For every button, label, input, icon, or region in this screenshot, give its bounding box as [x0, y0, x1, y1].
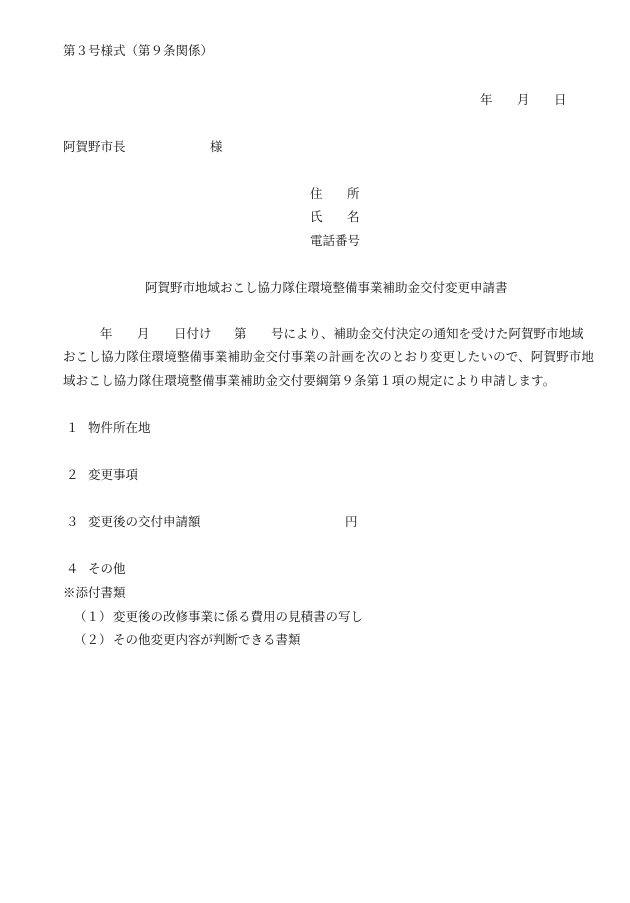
name-label-1: 氏	[310, 209, 323, 224]
address-label-1: 住	[310, 186, 323, 201]
body-line3: 域おこし協力隊住環境整備事業補助金交付要綱第９条第１項の規定により申請します。	[63, 373, 556, 388]
date-year: 年	[480, 92, 493, 107]
phone-label: 電話番号	[310, 233, 361, 248]
item-4-number: ４	[66, 561, 79, 576]
item-3-label: 変更後の交付申請額	[88, 514, 201, 529]
address-label-2: 所	[347, 186, 360, 201]
item-3-number: ３	[66, 514, 79, 529]
body-line2: おこし協力隊住環境整備事業補助金交付事業の計画を次のとおり変更したいので、阿賀野市地	[63, 349, 595, 364]
body-line1-dai: 第	[234, 326, 247, 341]
body-line1-month: 月	[137, 326, 150, 341]
attachment-1-number: （１）	[74, 609, 112, 624]
attachment-2-number: （２）	[74, 632, 112, 647]
item-1-number: １	[66, 420, 79, 435]
item-1-label: 物件所在地	[88, 420, 151, 435]
document-title: 阿賀野市地域おこし協力隊住環境整備事業補助金交付変更申請書	[145, 280, 508, 295]
attachment-1-label: 変更後の改修事業に係る費用の見積書の写し	[113, 609, 364, 624]
item-2-number: ２	[66, 467, 79, 482]
item-3-unit: 円	[345, 514, 358, 529]
form-number: 第３号様式（第９条関係）	[63, 43, 214, 58]
item-2-label: 変更事項	[88, 467, 139, 482]
body-line1-rest: 号により、補助金交付決定の通知を受けた阿賀野市地域	[271, 326, 584, 341]
addressee-honorific: 様	[210, 139, 223, 154]
name-label-2: 名	[347, 209, 360, 224]
body-line1-year: 年	[100, 326, 113, 341]
date-day: 日	[554, 92, 567, 107]
addressee-name: 阿賀野市長	[63, 139, 126, 154]
attachments-heading: ※添付書類	[63, 585, 126, 600]
item-4-label: その他	[88, 561, 126, 576]
body-line1-day: 日付け	[174, 326, 212, 341]
attachment-2-label: その他変更内容が判断できる書類	[113, 632, 301, 647]
date-month: 月	[517, 92, 530, 107]
